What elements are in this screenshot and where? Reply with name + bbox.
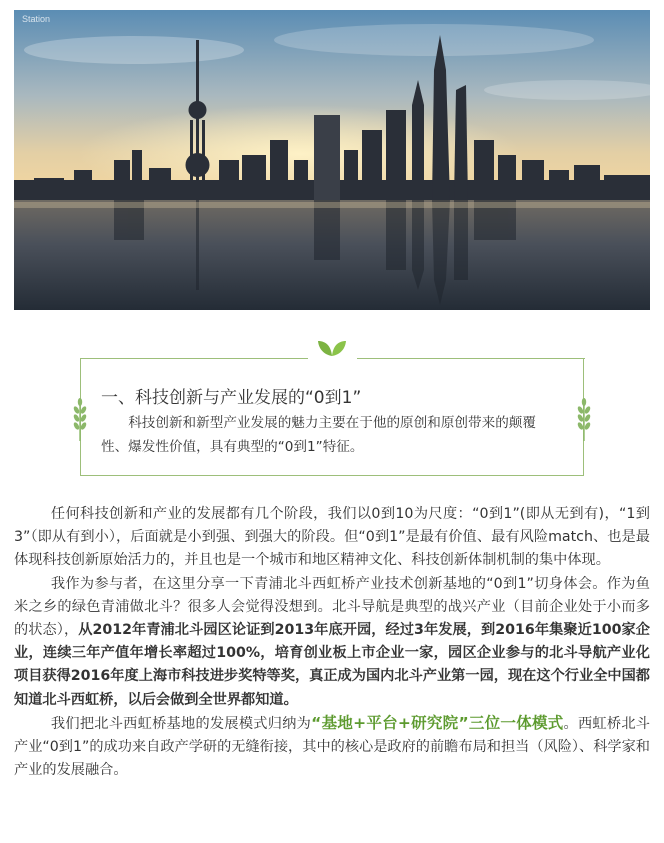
- paragraph-beidou-experience: [14, 573, 650, 712]
- paragraph-beidou-achievements: 从2012年青浦北斗园区论证到2013年底开园，经过3年发展，到2016年集聚近100家企业，连续三年产值年增长率超过100%，培育创业板上市企业一家，园区企业参与的北斗导航产业化项目获得2016年度上海市科技进步奖特等奖，真正成为国内北斗产业第一园，现在这个行业全中国都知道北斗西虹桥，以后会做到全世界都知道。: [14, 622, 650, 708]
- paragraph-model-intro: 我们把北斗西虹桥基地的发展模式归纳为: [50, 715, 312, 732]
- paragraph-development-model: [14, 712, 650, 783]
- watermark-text: Station: [22, 14, 51, 24]
- box-border-top-right: [357, 358, 585, 360]
- box-border-top-left: [80, 358, 308, 360]
- section-callout-box: [80, 358, 584, 476]
- paragraph-model-detail: 。西虹桥北斗产业“0到1”的成功来自政产学研的无缝衔接，其中的核心是政府的前瞻布局和担当（风险）、科学家和产业的发展融合。: [14, 715, 650, 779]
- shanghai-skyline-photo: [14, 10, 650, 310]
- wheat-left-icon: [72, 397, 88, 441]
- wheat-right-icon: [576, 397, 592, 441]
- model-highlight: “基地+平台+研究院”三位一体模式: [311, 713, 564, 732]
- article-body: [14, 503, 650, 782]
- section-title: 一、科技创新与产业发展的“0到1”: [101, 388, 362, 408]
- leaf-icon: [316, 337, 348, 357]
- paragraph-stages: 任何科技创新和产业的发展都有几个阶段，我们以0到10为尺度：“0到1”(即从无到有)，“1到3”（即从有到小），后面就是小到强、到强大的阶段。但“0到1”是最有价值、最有风险match、也是最体现科技创新原始活力的，并且也是一个城市和地区精神文化、科技创新体制机制的集中体现。: [14, 506, 650, 569]
- section-summary: 科技创新和新型产业发展的魅力主要在于他的原创和原创带来的颠覆性、爆发性价值，具有典型的“0到1”特征。: [101, 415, 536, 455]
- hero-image: [14, 10, 650, 310]
- paragraph-beidou-intro: 我作为参与者，在这里分享一下青浦北斗西虹桥产业技术创新基地的“0到1”切身体会。作为鱼米之乡的绿色青浦做北斗？很多人会觉得没想到。北斗导航是典型的战兴产业（目前企业处于小而多的状态），: [14, 575, 650, 639]
